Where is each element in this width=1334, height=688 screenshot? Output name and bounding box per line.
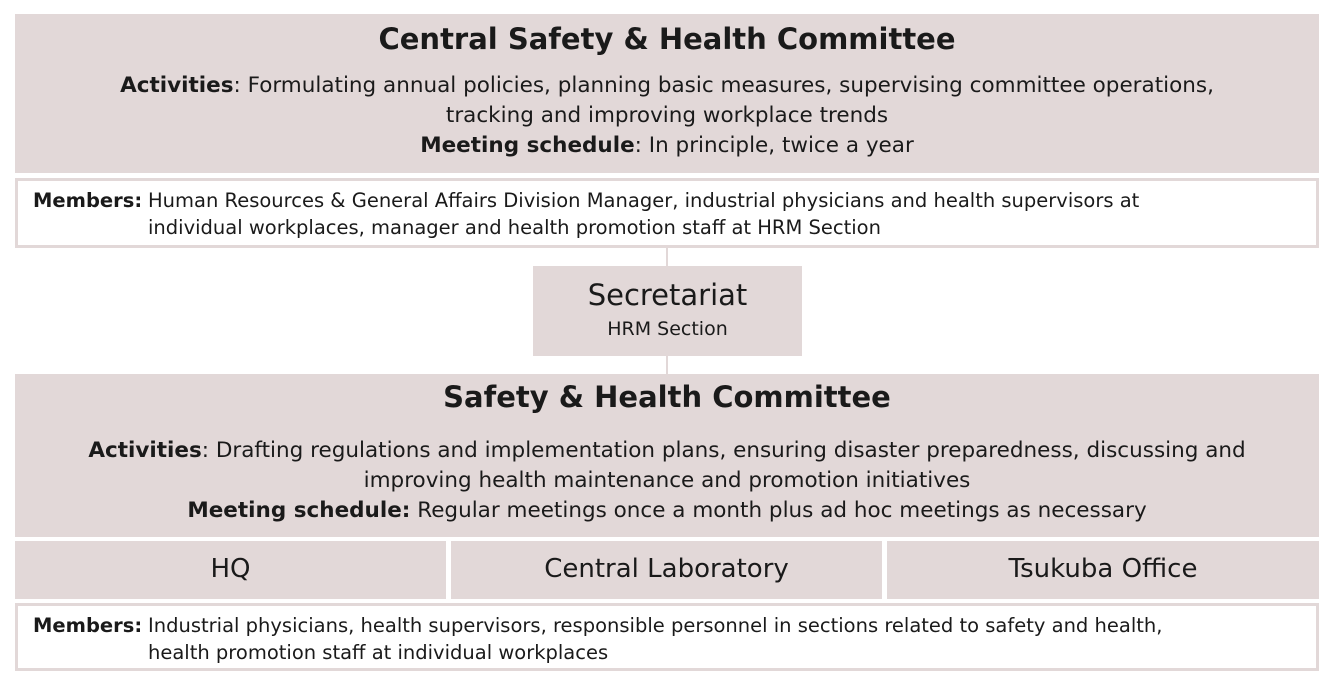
members-line2: individual workplaces, manager and health promotion staff at HRM Section xyxy=(148,216,881,239)
members-line2: health promotion staff at individual workplaces xyxy=(148,641,609,664)
central-committee-title: Central Safety & Health Committee xyxy=(378,22,956,56)
committee-members xyxy=(33,612,1306,666)
committee-activities-line1: Activities: Drafting regulations and implementation plans, ensuring disaster preparedness, discussing and xyxy=(88,438,1246,463)
central-committee-box xyxy=(15,14,1319,173)
committee-box xyxy=(15,374,1319,537)
central-committee-activities-line2: tracking and improving workplace trends xyxy=(445,103,889,128)
schedule-text: In principle, twice a year xyxy=(648,133,914,158)
members-label: Members: xyxy=(33,189,143,212)
committee-title: Safety & Health Committee xyxy=(443,380,891,414)
connector-top xyxy=(666,248,668,266)
central-committee-schedule: Meeting schedule: In principle, twice a year xyxy=(420,133,914,158)
location-tsukuba-office: Tsukuba Office xyxy=(887,541,1319,599)
central-committee-activities-line1: Activities: Formulating annual policies, planning basic measures, supervising committee operations, xyxy=(120,73,1214,98)
members-line1: Industrial physicians, health supervisors, responsible personnel in sections related to safety and health, xyxy=(148,614,1163,637)
committee-members-box xyxy=(15,603,1319,671)
members-label: Members: xyxy=(33,614,143,637)
committee-schedule xyxy=(15,496,1319,526)
schedule-label: Meeting schedule: xyxy=(187,498,411,523)
schedule-label: Meeting schedule xyxy=(420,133,635,158)
central-members xyxy=(33,187,1306,241)
central-members-box xyxy=(15,178,1319,248)
location-central-laboratory: Central Laboratory xyxy=(451,541,882,599)
members-line1: Human Resources & General Affairs Division Manager, industrial physicians and health supervisors at xyxy=(148,189,1140,212)
connector-bottom xyxy=(666,356,668,374)
activities-label: Activities xyxy=(120,73,234,98)
activities-label: Activities xyxy=(88,438,202,463)
committee-activities-line2: improving health maintenance and promotion initiatives xyxy=(363,468,971,493)
activities-text: Formulating annual policies, planning basic measures, supervising committee operations, xyxy=(247,73,1214,98)
location-hq: HQ xyxy=(15,541,446,599)
schedule-text: Regular meetings once a month plus ad hoc meetings as necessary xyxy=(417,498,1147,523)
secretariat-title: Secretariat xyxy=(587,278,748,312)
activities-text: Drafting regulations and implementation plans, ensuring disaster preparedness, discussing and xyxy=(215,438,1246,463)
secretariat-subtitle: HRM Section xyxy=(607,318,728,340)
secretariat-box xyxy=(533,266,802,356)
